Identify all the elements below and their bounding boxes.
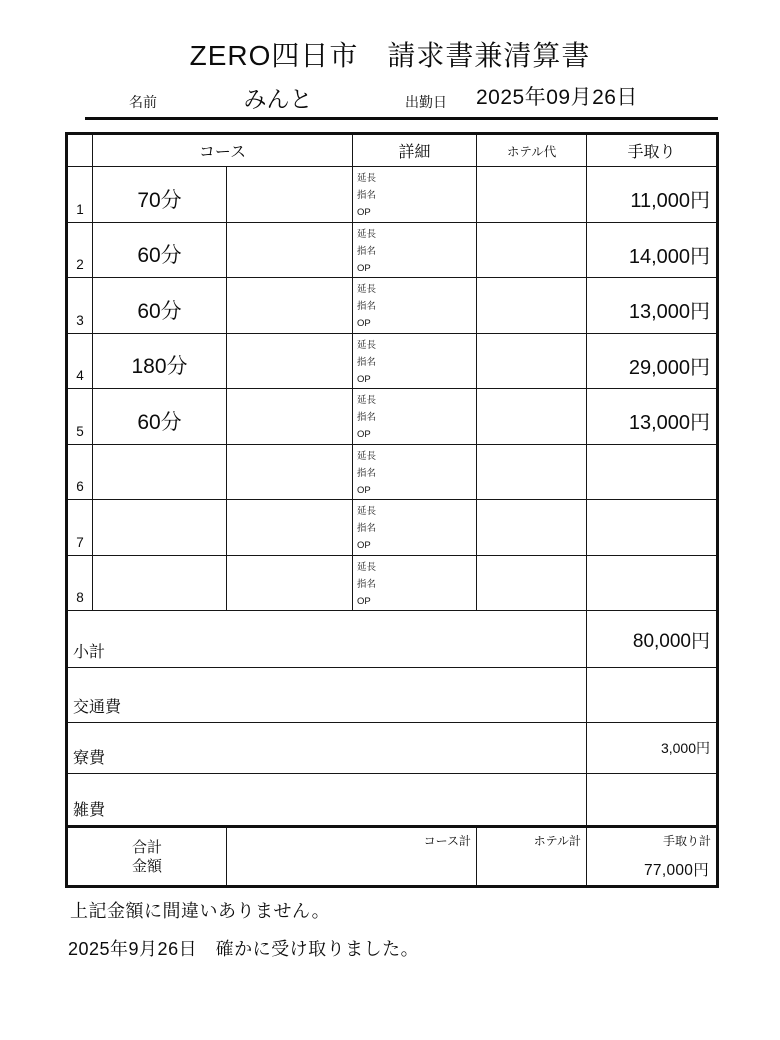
nomination-label: 指名 bbox=[357, 412, 377, 423]
transport-fee-label: 交通費 bbox=[67, 668, 587, 723]
row-number: 8 bbox=[67, 555, 93, 611]
header-row-number bbox=[67, 134, 93, 167]
op-label: OP bbox=[357, 595, 371, 607]
grand-total-label bbox=[67, 827, 227, 887]
nomination-label: 指名 bbox=[357, 578, 377, 590]
detail-cell bbox=[353, 278, 477, 334]
op-label: OP bbox=[357, 318, 371, 329]
hotel-fee-cell bbox=[477, 444, 587, 500]
extension-label: 延長 bbox=[357, 395, 377, 406]
transport-fee-row bbox=[67, 668, 718, 723]
row-number: 6 bbox=[67, 444, 93, 500]
name-label: 名前 bbox=[129, 94, 157, 110]
row-number: 4 bbox=[67, 333, 93, 389]
takehome-amount: 13,000円 bbox=[587, 389, 718, 445]
hotel-fee-cell bbox=[477, 333, 587, 389]
hotel-fee-cell bbox=[477, 278, 587, 334]
workday-value: 2025年09月26日 bbox=[476, 86, 638, 109]
extension-label: 延長 bbox=[357, 284, 377, 295]
header-underline bbox=[85, 117, 718, 120]
op-label: OP bbox=[357, 484, 371, 496]
hotel-fee-cell bbox=[477, 500, 587, 556]
course-value: 60分 bbox=[93, 389, 227, 445]
course-total-cell: コース計 bbox=[227, 827, 477, 887]
detail-cell bbox=[353, 333, 477, 389]
dormitory-fee-row bbox=[67, 723, 718, 774]
takehome-amount: 13,000円 bbox=[587, 278, 718, 334]
row-number: 3 bbox=[67, 278, 93, 334]
course-extra-cell bbox=[227, 222, 353, 278]
row-number: 5 bbox=[67, 389, 93, 445]
course-value: 70分 bbox=[93, 167, 227, 223]
extension-label: 延長 bbox=[357, 450, 377, 462]
course-value: 60分 bbox=[93, 278, 227, 334]
nomination-label: 指名 bbox=[357, 356, 377, 368]
detail-cell bbox=[353, 389, 477, 445]
workday-label: 出勤日 bbox=[405, 94, 447, 110]
extension-label: 延長 bbox=[357, 173, 377, 184]
op-label: OP bbox=[357, 207, 371, 218]
op-label: OP bbox=[357, 429, 371, 440]
table-row bbox=[67, 333, 718, 389]
course-value bbox=[93, 500, 227, 556]
course-extra-cell bbox=[227, 500, 353, 556]
extension-label: 延長 bbox=[357, 339, 377, 351]
op-label: OP bbox=[357, 262, 371, 274]
op-label: OP bbox=[357, 540, 371, 551]
takehome-total-cell bbox=[587, 827, 718, 887]
row-number: 7 bbox=[67, 500, 93, 556]
course-value bbox=[93, 555, 227, 611]
detail-cell bbox=[353, 167, 477, 223]
nomination-label: 指名 bbox=[357, 245, 377, 257]
receipt-date-text: 2025年9月26日 確かに受け取りました。 bbox=[68, 939, 420, 959]
table-row bbox=[67, 389, 718, 445]
hotel-fee-cell bbox=[477, 555, 587, 611]
course-value bbox=[93, 444, 227, 500]
nomination-label: 指名 bbox=[357, 301, 377, 312]
table-row bbox=[67, 444, 718, 500]
nomination-label: 指名 bbox=[357, 523, 377, 534]
course-extra-cell bbox=[227, 167, 353, 223]
takehome-total-value: 77,000円 bbox=[644, 862, 710, 879]
detail-cell bbox=[353, 444, 477, 500]
page-title: ZERO四日市 請求書兼清算書 bbox=[189, 40, 591, 71]
misc-fee-label: 雑費 bbox=[67, 774, 587, 827]
header-detail: 詳細 bbox=[353, 134, 477, 167]
course-value: 60分 bbox=[93, 222, 227, 278]
hotel-fee-cell bbox=[477, 167, 587, 223]
table-row bbox=[67, 222, 718, 278]
detail-cell bbox=[353, 555, 477, 611]
name-value: みんと bbox=[243, 86, 313, 112]
table-row bbox=[67, 555, 718, 611]
nomination-label: 指名 bbox=[357, 190, 377, 201]
detail-cell bbox=[353, 500, 477, 556]
course-extra-cell bbox=[227, 278, 353, 334]
header-hotel: ホテル代 bbox=[477, 134, 587, 167]
row-number: 1 bbox=[67, 167, 93, 223]
course-value: 180分 bbox=[93, 333, 227, 389]
grand-total-row bbox=[67, 827, 718, 887]
header-course: コース bbox=[93, 134, 353, 167]
takehome-total-label: 手取り計 bbox=[663, 834, 712, 848]
takehome-amount bbox=[587, 500, 718, 556]
extension-label: 延長 bbox=[357, 561, 377, 573]
hotel-fee-cell bbox=[477, 222, 587, 278]
op-label: OP bbox=[357, 373, 371, 385]
course-extra-cell bbox=[227, 555, 353, 611]
course-extra-cell bbox=[227, 444, 353, 500]
misc-fee-row bbox=[67, 774, 718, 827]
grand-total-label-line1: 合計 bbox=[131, 838, 162, 856]
detail-cell bbox=[353, 222, 477, 278]
subtotal-label: 小計 bbox=[67, 611, 587, 668]
takehome-amount bbox=[587, 444, 718, 500]
table-header-row bbox=[67, 134, 718, 167]
dormitory-fee-label: 寮費 bbox=[67, 723, 587, 774]
hotel-fee-cell bbox=[477, 389, 587, 445]
subtotal-row bbox=[67, 611, 718, 668]
nomination-label: 指名 bbox=[357, 467, 377, 479]
invoice-table bbox=[65, 132, 719, 888]
row-number: 2 bbox=[67, 222, 93, 278]
header-takehome: 手取り bbox=[587, 134, 718, 167]
table-row bbox=[67, 167, 718, 223]
course-extra-cell bbox=[227, 333, 353, 389]
misc-fee-amount bbox=[587, 774, 718, 827]
extension-label: 延長 bbox=[357, 228, 377, 240]
takehome-amount: 11,000円 bbox=[587, 167, 718, 223]
course-extra-cell bbox=[227, 389, 353, 445]
table-row bbox=[67, 278, 718, 334]
takehome-amount bbox=[587, 555, 718, 611]
extension-label: 延長 bbox=[357, 506, 377, 517]
confirmation-text: 上記金額に間違いありません。 bbox=[70, 901, 331, 921]
takehome-amount: 14,000円 bbox=[587, 222, 718, 278]
takehome-amount: 29,000円 bbox=[587, 333, 718, 389]
subtotal-amount: 80,000円 bbox=[587, 611, 718, 668]
table-row bbox=[67, 500, 718, 556]
hotel-total-cell: ホテル計 bbox=[477, 827, 587, 887]
transport-fee-amount bbox=[587, 668, 718, 723]
grand-total-label-line2: 金額 bbox=[131, 857, 162, 875]
dormitory-fee-amount: 3,000円 bbox=[587, 723, 718, 774]
